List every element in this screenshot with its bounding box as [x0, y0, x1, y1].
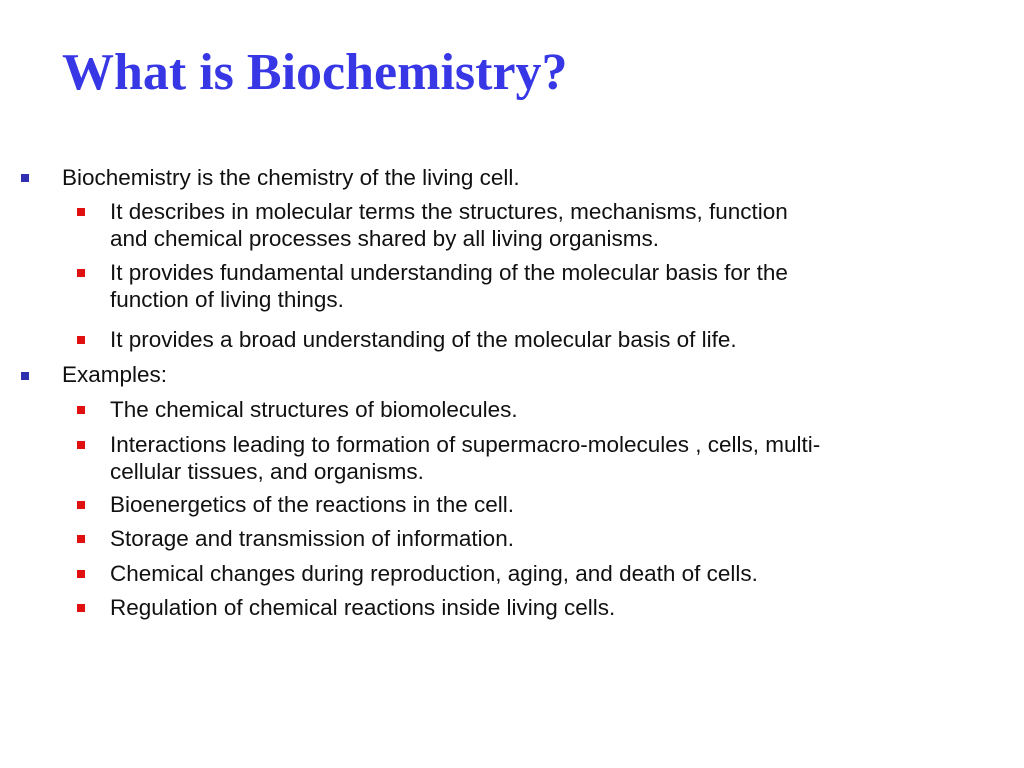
bullet-square-icon	[77, 208, 85, 216]
sub-bullet-line: Chemical changes during reproduction, aging, and death of cells.	[110, 561, 758, 586]
sub-bullet-line: Bioenergetics of the reactions in the cell.	[110, 492, 514, 517]
sub-bullet-line: The chemical structures of biomolecules.	[110, 397, 518, 422]
bullet-definition: Biochemistry is the chemistry of the living cell.	[62, 165, 520, 190]
sub-bullet-line: Interactions leading to formation of supermacro-molecules , cells, multi-	[110, 432, 821, 457]
bullet-square-icon	[77, 406, 85, 414]
sub-bullet-line: function of living things.	[110, 287, 344, 312]
sub-bullet-line: Storage and transmission of information.	[110, 526, 514, 551]
sub-bullet-line: It describes in molecular terms the structures, mechanisms, function	[110, 199, 788, 224]
bullet-square-icon	[21, 174, 29, 182]
slide-title: What is Biochemistry?	[62, 44, 568, 101]
bullet-square-icon	[77, 535, 85, 543]
bullet-square-icon	[77, 604, 85, 612]
sub-bullet-line: It provides a broad understanding of the molecular basis of life.	[110, 327, 737, 352]
bullet-square-icon	[21, 372, 29, 380]
bullet-square-icon	[77, 570, 85, 578]
bullet-examples: Examples:	[62, 362, 168, 387]
sub-bullet-line: cellular tissues, and organisms.	[110, 459, 424, 484]
bullet-square-icon	[77, 501, 85, 509]
sub-bullet-line: It provides fundamental understanding of the molecular basis for the	[110, 260, 788, 285]
bullet-square-icon	[77, 269, 85, 277]
sub-bullet-line: Regulation of chemical reactions inside living cells.	[110, 595, 616, 620]
bullet-square-icon	[77, 336, 85, 344]
sub-bullet-line: and chemical processes shared by all living organisms.	[110, 226, 660, 251]
bullet-square-icon	[77, 441, 85, 449]
